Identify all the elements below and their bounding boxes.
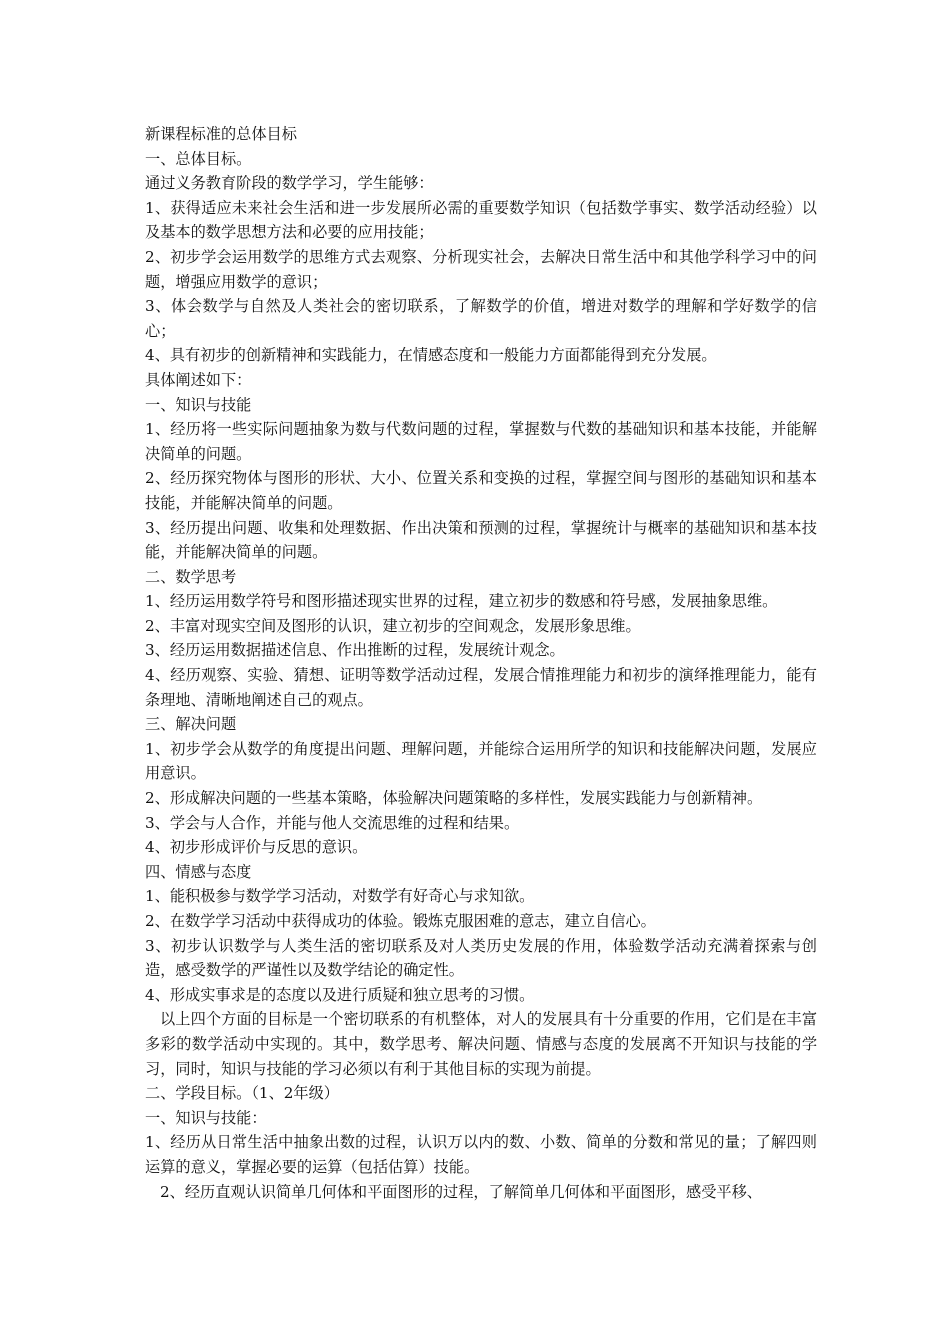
list-item: 1、经历将一些实际问题抽象为数与代数问题的过程，掌握数与代数的基础知识和基本技能，并能解决简单的问题。 xyxy=(145,420,817,463)
list-item: 4、形成实事求是的态度以及进行质疑和独立思考的习惯。 xyxy=(145,985,535,1004)
section-heading: 一、知识与技能： xyxy=(145,1108,267,1127)
list-item: 2、形成解决问题的一些基本策略，体验解决问题策略的多样性，发展实践能力与创新精神。 xyxy=(145,789,763,808)
list-item: 1、经历运用数学符号和图形描述现实世界的过程，建立初步的数感和符号感，发展抽象思维。 xyxy=(145,592,778,611)
list-item: 2、在数学学习活动中获得成功的体验。锻炼克服困难的意志，建立自信心。 xyxy=(145,912,656,930)
list-item: 1、获得适应未来社会生活和进一步发展所必需的重要数学知识（包括数学事实、数学活动经验）以及基本的数学思想方法和必要的应用技能； xyxy=(145,198,817,242)
list-item: 2、经历直观认识简单几何体和平面图形的过程，了解简单几何体和平面图形，感受平移、 xyxy=(160,1182,762,1201)
list-item: 3、体会数学与自然及人类社会的密切联系，了解数学的价值，增进对数学的理解和学好数学的信心； xyxy=(145,297,817,340)
list-item: 4、具有初步的创新精神和实践能力，在情感态度和一般能力方面都能得到充分发展。 xyxy=(145,346,717,365)
section-heading: 二、数学思考 xyxy=(145,567,237,586)
section-heading: 一、知识与技能 xyxy=(145,395,252,414)
list-item: 2、经历探究物体与图形的形状、大小、位置关系和变换的过程，掌握空间与图形的基础知识和基本技能，并能解决简单的问题。 xyxy=(145,469,817,512)
paragraph: 通过义务教育阶段的数学学习，学生能够： xyxy=(145,174,434,193)
section-heading: 一、总体目标。 xyxy=(145,149,252,168)
list-item: 2、初步学会运用数学的思维方式去观察、分析现实社会，去解决日常生活中和其他学科学习中的问题，增强应用数学的意识； xyxy=(145,247,817,291)
list-item: 1、能积极参与数学学习活动，对数学有好奇心与求知欲。 xyxy=(145,887,535,906)
section-heading: 二、学段目标。（1、2年级） xyxy=(145,1084,339,1103)
list-item: 2、丰富对现实空间及图形的认识，建立初步的空间观念，发展形象思维。 xyxy=(145,616,641,635)
list-item: 4、初步形成评价与反思的意识。 xyxy=(145,838,368,857)
summary-paragraph: 以上四个方面的目标是一个密切联系的有机整体，对人的发展具有十分重要的作用，它们是在丰富多彩的数学活动中实现的。其中，数学思考、解决问题、情感与态度的发展离不开知识与技能的学习，同时，知识与技能的学习必须以有利于其他目标的实现为前提。 xyxy=(145,1010,817,1078)
paragraph: 具体阐述如下： xyxy=(145,370,252,389)
list-item: 3、学会与人合作，并能与他人交流思维的过程和结果。 xyxy=(145,813,520,832)
section-heading: 三、解决问题 xyxy=(145,715,237,734)
list-item: 3、初步认识数学与人类生活的密切联系及对人类历史发展的作用，体验数学活动充满着探索与创造，感受数学的严谨性以及数学结论的确定性。 xyxy=(145,936,817,980)
list-item: 1、初步学会从数学的角度提出问题、理解问题，并能综合运用所学的知识和技能解决问题，发展应用意识。 xyxy=(145,739,817,783)
list-item: 3、经历运用数据描述信息、作出推断的过程，发展统计观念。 xyxy=(145,641,565,660)
section-heading: 四、情感与态度 xyxy=(145,862,252,881)
list-item: 4、经历观察、实验、猜想、证明等数学活动过程，发展合情推理能力和初步的演绎推理能力，能有条理地、清晰地阐述自己的观点。 xyxy=(145,666,817,709)
list-item: 3、经历提出问题、收集和处理数据、作出决策和预测的过程，掌握统计与概率的基础知识和基本技能，并能解决简单的问题。 xyxy=(145,518,817,562)
document-body xyxy=(145,122,817,1204)
list-item: 1、经历从日常生活中抽象出数的过程，认识万以内的数、小数、简单的分数和常见的量；了解四则运算的意义，掌握必要的运算（包括估算）技能。 xyxy=(145,1133,817,1176)
document-title: 新课程标准的总体目标 xyxy=(145,125,297,143)
